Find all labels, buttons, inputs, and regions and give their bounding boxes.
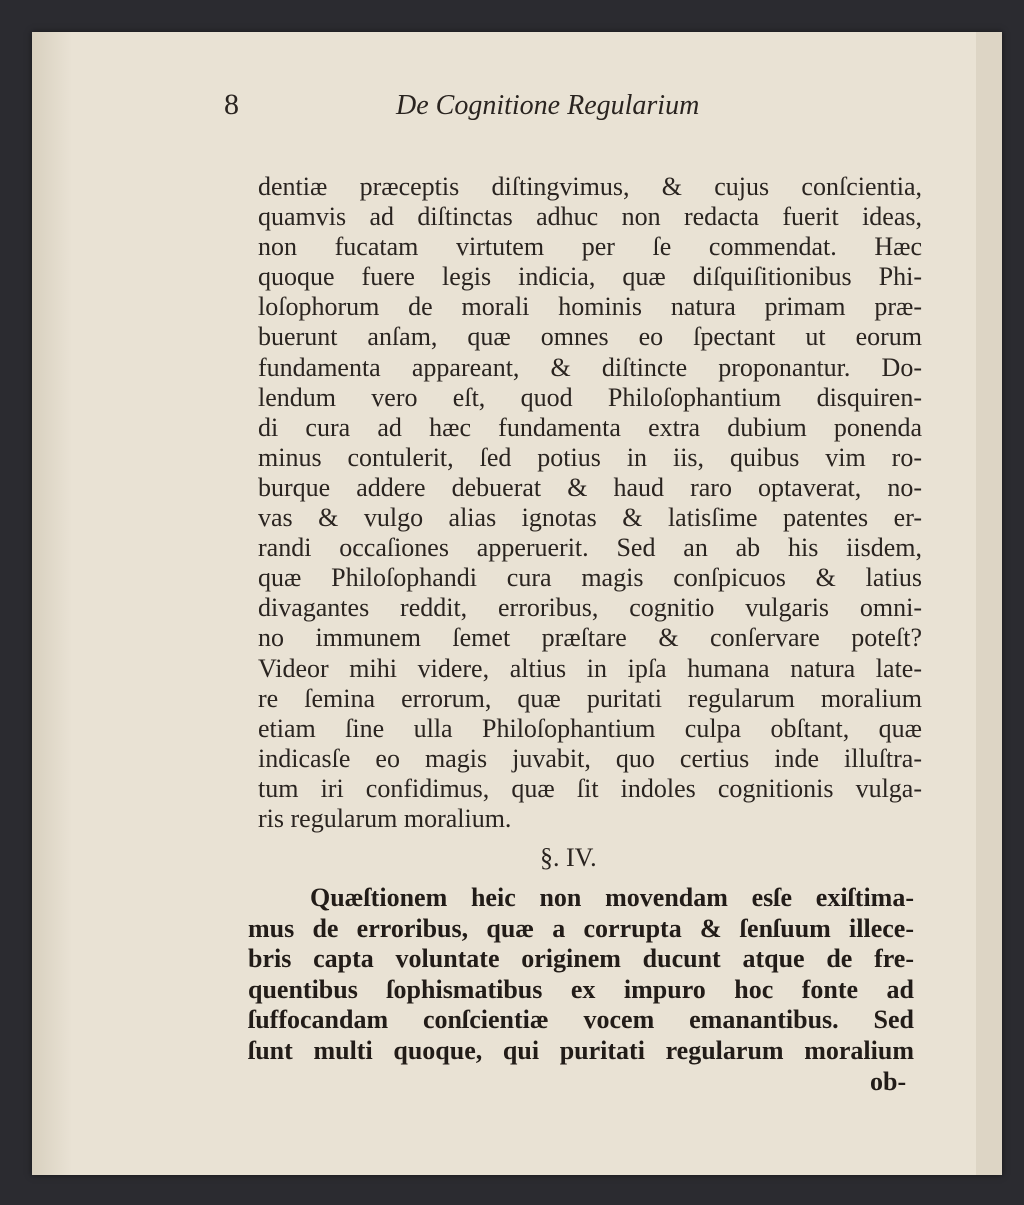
text-line: buerunt anſam, quæ omnes eo ſpectant ut eorum — [258, 322, 922, 352]
text-line: quentibus ſophismatibus ex impuro hoc fonte ad — [248, 974, 914, 1004]
text-line: Quæſtionem heic non movendam esſe exiſtima- — [310, 883, 914, 912]
text-line: fundamenta appareant, & diſtincte proponantur. Do- — [258, 352, 922, 382]
text-line: quoque fuere legis indicia, quæ diſquiſitionibus Phi- — [258, 262, 922, 292]
text-line: bris capta voluntate originem ducunt atque de fre- — [248, 944, 914, 974]
text-line: quæ Philoſophandi cura magis conſpicuos & latius — [258, 563, 922, 593]
text-line: minus contulerit, ſed potius in iis, quibus vim ro- — [258, 442, 922, 472]
paragraph-2 — [248, 883, 914, 1067]
page-number: 8 — [224, 88, 239, 121]
text-line: ſuffocandam conſcientiæ vocem emanantibus. Sed — [248, 1005, 914, 1035]
text-line: divagantes reddit, erroribus, cognitio vulgaris omni- — [258, 593, 922, 623]
text-line: randi occaſiones apperuerit. Sed an ab his iisdem, — [258, 533, 922, 563]
text-line: di cura ad hæc fundamenta extra dubium ponenda — [258, 412, 922, 442]
text-line: vas & vulgo alias ignotas & latisſime patentes er- — [258, 503, 922, 533]
text-line: no immunem ſemet præſtare & conſervare poteſt? — [258, 623, 922, 653]
text-line: dentiæ præceptis diſtingvimus, & cujus conſcientia, — [258, 172, 922, 201]
page-gutter — [32, 32, 72, 1175]
text-line: indicasſe eo magis juvabit, quo certius inde illuſtra- — [258, 743, 922, 773]
catchword: ob- — [870, 1067, 907, 1096]
text-line: tum iri confidimus, quæ ſit indoles cognitionis vulga- — [258, 773, 922, 803]
text-line: loſophorum de morali hominis natura primam præ- — [258, 292, 922, 322]
page-edge — [976, 32, 1002, 1175]
paragraph-1 — [258, 172, 922, 834]
text-line: ſunt multi quoque, qui puritati regularum moralium — [248, 1035, 914, 1065]
text-line: re ſemina errorum, quæ puritati regularum moralium — [258, 683, 922, 713]
text-line: Videor mihi videre, altius in ipſa humana natura late- — [258, 653, 922, 683]
text-line: burque addere debuerat & haud raro optaverat, no- — [258, 472, 922, 502]
text-line: etiam ſine ulla Philoſophantium culpa obſtant, quæ — [258, 713, 922, 743]
text-line: mus de erroribus, quæ a corrupta & ſenſuum illece- — [248, 913, 914, 943]
section-heading: §. IV. — [540, 843, 597, 872]
running-head: De Cognitione Regularium — [396, 90, 700, 121]
text-line: quamvis ad diſtinctas adhuc non redacta fuerit ideas, — [258, 202, 922, 232]
text-line: ris regularum moralium. — [258, 803, 512, 833]
text-line: non fucatam virtutem per ſe commendat. Hæc — [258, 232, 922, 262]
text-line: lendum vero eſt, quod Philoſophantium disquiren- — [258, 382, 922, 412]
